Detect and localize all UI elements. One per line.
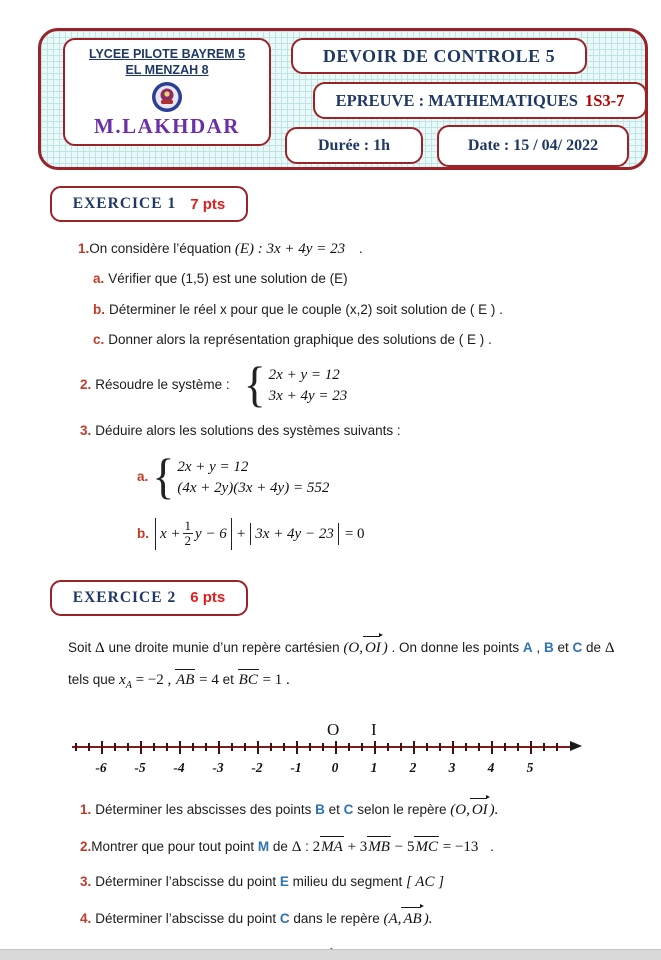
coef-2: 2 — [312, 838, 321, 855]
ex2-question3 — [80, 872, 661, 892]
plus-sign: + — [236, 525, 246, 542]
minor-tick — [517, 743, 519, 751]
tick-label: 2 — [409, 759, 417, 775]
exam-body — [0, 170, 661, 960]
number-line — [72, 720, 592, 784]
x-sub-A — [119, 671, 132, 691]
repere-open: (O, — [450, 801, 470, 818]
ex2-intro-line2 — [68, 670, 661, 696]
ex2-intro-line1 — [68, 638, 661, 658]
ex1-q3a-letter: a. — [137, 469, 149, 484]
minor-tick — [426, 743, 428, 751]
point-C: C — [343, 801, 354, 817]
minor-tick — [75, 743, 77, 751]
tick-label: 0 — [331, 759, 339, 775]
exercise2-points: 6 pts — [190, 589, 226, 607]
tick-label: 3 — [448, 759, 456, 775]
intro-et: et — [557, 639, 569, 655]
minor-tick — [387, 743, 389, 751]
minor-tick — [348, 743, 350, 751]
xa-value: = −2 , — [135, 671, 172, 688]
point-A: A — [522, 639, 533, 655]
ex1-qb-letter: b. — [93, 302, 105, 317]
minor-tick — [88, 743, 90, 751]
ex1-q1-number: 1. — [78, 241, 90, 256]
major-tick — [335, 741, 337, 754]
ex1-system2-line1: 2x + y = 12 — [177, 458, 249, 475]
ex1-system2-line2: (4x + 2y)(3x + 4y) = 552 — [177, 479, 330, 496]
abs2-content: 3x + 4y − 23 — [255, 525, 334, 542]
exercise2-title: EXERCICE 2 — [72, 588, 177, 606]
measure-BC: BC — [238, 671, 258, 688]
ex2-q4-t1: Déterminer l’abscisse du point — [95, 910, 277, 926]
ex2-question1 — [80, 800, 661, 820]
date-box — [437, 125, 629, 167]
ex2-q2-de: de — [272, 838, 288, 854]
abs1-post: y − 6 — [195, 525, 227, 542]
ex1-question3a — [137, 448, 661, 504]
duration-label: Durée : 1h — [318, 136, 390, 154]
ex1-q3b-letter: b. — [137, 525, 149, 541]
exercise1-title-box — [50, 186, 248, 222]
major-tick — [101, 741, 103, 754]
coef-plus3: + 3 — [347, 838, 368, 855]
point-B: B — [543, 639, 554, 655]
ex1-question-b — [93, 300, 661, 320]
brace-glyph: { — [243, 356, 266, 412]
intro-soit: Soit — [68, 639, 92, 655]
minor-tick — [283, 743, 285, 751]
ex1-q2-number: 2. — [80, 377, 92, 392]
ex1-question-c — [93, 330, 661, 350]
major-tick — [296, 741, 298, 754]
school-location: EL MENZAH 8 — [125, 63, 209, 78]
unit-point-label: I — [371, 719, 377, 739]
fraction-denominator: 2 — [184, 533, 192, 549]
intro-et2: et — [222, 671, 234, 687]
exercise1-title: EXERCICE 1 — [72, 195, 177, 212]
bc-value: = 1 . — [262, 671, 290, 688]
minor-tick — [504, 743, 506, 751]
point-C: C — [572, 639, 583, 655]
ex1-question3b — [137, 518, 661, 550]
ex2-q2-colon: : — [305, 838, 309, 854]
major-tick — [530, 741, 532, 754]
major-tick — [491, 741, 493, 754]
ex1-abs-term1 — [155, 518, 232, 550]
minor-tick — [166, 743, 168, 751]
ex2-question2 — [80, 837, 661, 857]
minor-tick — [465, 743, 467, 751]
vector-AB: AB — [403, 910, 422, 927]
ex2-q4-number: 4. — [80, 910, 92, 926]
fraction-numerator: 1 — [184, 518, 192, 533]
school-name: LYCEE PILOTE BAYREM 5 — [88, 47, 246, 61]
exam-title: DEVOIR DE CONTROLE 5 — [322, 45, 556, 66]
tick-label: 4 — [487, 759, 495, 775]
major-tick — [413, 741, 415, 754]
ex2-q2-number: 2. — [80, 838, 92, 854]
ex2-q1-number: 1. — [80, 801, 92, 817]
minor-tick — [309, 743, 311, 751]
ex2-q2-period: . — [490, 838, 494, 854]
minor-tick — [192, 743, 194, 751]
duration-box — [285, 127, 423, 164]
ex1-q1-text: On considère l’équation — [89, 241, 232, 256]
header — [38, 28, 648, 170]
ab-value: = 4 — [199, 671, 219, 688]
ex1-question-a — [93, 269, 661, 289]
tick-label: -2 — [251, 759, 263, 775]
tick-label: -1 — [290, 759, 302, 775]
ex2-q4-t2: dans le repère — [293, 910, 380, 926]
vector-OI: OI — [471, 801, 488, 818]
school-box — [63, 38, 271, 146]
repere-close: ) — [382, 639, 388, 656]
ex1-q1-period: . — [358, 241, 363, 256]
fraction-one-half — [183, 519, 194, 549]
tick-label: -6 — [95, 759, 107, 775]
minor-tick — [270, 743, 272, 751]
comma: , — [536, 639, 541, 655]
date-label: Date : 15 / 04/ 2022 — [467, 137, 599, 154]
point-B: B — [315, 801, 325, 817]
intro-t3: tels que — [68, 671, 116, 687]
repere-close: ). — [489, 801, 499, 818]
tick-label: -5 — [134, 759, 146, 775]
origin-point-label: O — [327, 719, 340, 739]
tick-label: 1 — [370, 759, 378, 775]
intro-t1: une droite munie d’un repère cartésien — [108, 639, 340, 655]
minor-tick — [400, 743, 402, 751]
abs1-pre: x + — [160, 525, 181, 542]
ex2-q3-t1: Déterminer l’abscisse du point — [95, 873, 277, 889]
x-subscript: A — [125, 679, 132, 691]
repere-open: (O, — [343, 639, 363, 656]
minor-tick — [543, 743, 545, 751]
major-tick — [218, 741, 220, 754]
point-M: M — [257, 838, 270, 854]
ex2-q3-number: 3. — [80, 873, 92, 889]
measure-MA: MA — [321, 838, 343, 855]
ex1-system2 — [152, 448, 330, 504]
tick-label: -3 — [212, 759, 224, 775]
minor-tick — [556, 743, 558, 751]
delta-symbol: Δ — [604, 639, 615, 656]
measure-MC: MC — [415, 838, 438, 855]
exam-title-box — [291, 38, 587, 74]
delta-symbol: Δ — [95, 639, 105, 656]
repere-close: ). — [423, 910, 433, 927]
minor-tick — [478, 743, 480, 751]
ex2-q2-t1: Montrer que pour tout point — [91, 838, 255, 854]
axis-arrow-icon — [570, 741, 582, 751]
ex1-qa-text: Vérifier que (1,5) est une solution de (E) — [108, 271, 348, 286]
major-tick — [179, 741, 181, 754]
tick-label: -4 — [173, 759, 185, 775]
equals-zero: = 0 — [344, 525, 365, 542]
ex1-q3-text: Déduire alors les solutions des systèmes suivants : — [95, 423, 401, 438]
exercise1-points: 7 pts — [190, 195, 226, 213]
ex1-question2 — [80, 356, 661, 412]
minor-tick — [127, 743, 129, 751]
minor-tick — [244, 743, 246, 751]
major-tick — [452, 741, 454, 754]
major-tick — [140, 741, 142, 754]
ex2-q1-et: et — [328, 801, 340, 817]
tick-label: 5 — [526, 759, 534, 775]
point-E: E — [279, 873, 289, 889]
minor-tick — [205, 743, 207, 751]
school-logo-icon — [151, 81, 183, 113]
measure-AB: AB — [176, 671, 195, 688]
exercise2-title-box — [50, 580, 248, 616]
ex2-question4 — [80, 909, 661, 929]
subject-box — [313, 82, 647, 119]
minor-tick — [153, 743, 155, 751]
ex1-system1 — [243, 356, 348, 412]
minor-tick — [231, 743, 233, 751]
delta-symbol: Δ — [291, 838, 302, 855]
ex1-q1-equation: (E) : 3x + 4y = 23 — [234, 241, 346, 257]
ex1-qc-text: Donner alors la représentation graphique des solutions de ( E ) . — [108, 332, 492, 347]
ex2-q1-t2: selon le repère — [357, 801, 447, 817]
ex1-qa-letter: a. — [93, 271, 105, 286]
intro-de: de — [586, 639, 602, 655]
repere-open: (A, — [383, 910, 402, 927]
major-tick — [374, 741, 376, 754]
vector-OI: OI — [364, 639, 381, 656]
ex1-question1 — [78, 239, 661, 259]
ex1-system1-line1: 2x + y = 12 — [268, 366, 340, 383]
segment-AC: [ AC ] — [405, 873, 445, 890]
minor-tick — [322, 743, 324, 751]
minor-tick — [114, 743, 116, 751]
class-code: 1S3-7 — [584, 90, 625, 110]
ex1-abs-term2 — [250, 523, 339, 545]
coef-minus5: − 5 — [394, 838, 415, 855]
intro-t2: . On donne les points — [391, 639, 520, 655]
ex1-question3 — [80, 421, 661, 441]
ex1-qc-letter: c. — [93, 332, 105, 347]
ex1-q3-number: 3. — [80, 423, 92, 438]
measure-MB: MB — [368, 838, 390, 855]
ex1-system1-line2: 3x + 4y = 23 — [268, 387, 348, 404]
scan-edge — [0, 949, 661, 960]
brace-glyph: { — [152, 448, 175, 504]
major-tick — [257, 741, 259, 754]
x-var: x — [119, 671, 126, 688]
ex1-q2-text: Résoudre le système : — [95, 377, 230, 392]
ex1-qb-text: Déterminer le réel x pour que le couple (x,2) soit solution de ( E ) . — [109, 302, 503, 317]
ex2-q1-t1: Déterminer les abscisses des points — [95, 801, 312, 817]
subject-label: EPREUVE : MATHEMATIQUES — [335, 90, 578, 110]
ex2-q3-t2: milieu du segment — [292, 873, 403, 889]
minor-tick — [439, 743, 441, 751]
equals-minus13: = −13 — [442, 838, 479, 855]
minor-tick — [361, 743, 363, 751]
point-C: C — [279, 910, 290, 926]
teacher-name: M.LAKHDAR — [94, 113, 240, 138]
